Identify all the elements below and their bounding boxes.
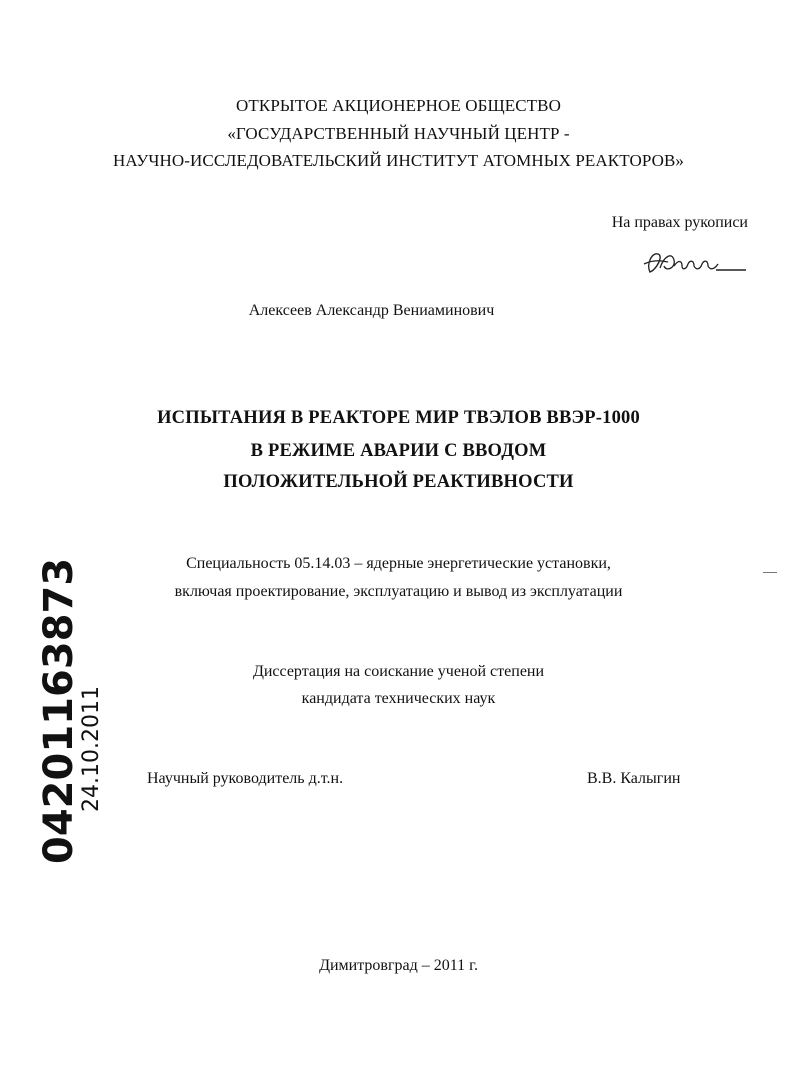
stamp-date: 24.10.2011 (79, 686, 104, 812)
organization-line-2: «ГОСУДАРСТВЕННЫЙ НАУЧНЫЙ ЦЕНТР - (227, 124, 570, 143)
manuscript-rights-note: На правах рукописи (611, 214, 748, 231)
stamp-registration-number: 04201163873 (36, 557, 82, 864)
handwritten-signature-icon (638, 246, 750, 280)
city-year-footer: Димитровград – 2011 г. (319, 957, 478, 974)
scan-mark (763, 572, 777, 573)
title-line-2: В РЕЖИМЕ АВАРИИ С ВВОДОМ (250, 441, 547, 461)
supervisor-name: В.В. Калыгин (587, 770, 681, 787)
supervisor-label: Научный руководитель д.т.н. (147, 770, 344, 787)
title-line-3: ПОЛОЖИТЕЛЬНОЙ РЕАКТИВНОСТИ (223, 472, 574, 492)
specialty-line-1: Специальность 05.14.03 – ядерные энергетические установки, (186, 555, 611, 572)
specialty-line-2: включая проектирование, эксплуатацию и вывод из эксплуатации (174, 583, 623, 600)
library-stamp (25, 557, 104, 865)
dissertation-line-2: кандидата технических наук (301, 690, 496, 707)
organization-line-1: ОТКРЫТОЕ АКЦИОНЕРНОЕ ОБЩЕСТВО (236, 96, 561, 115)
organization-line-3: НАУЧНО-ИССЛЕДОВАТЕЛЬСКИЙ ИНСТИТУТ АТОМНЫХ РЕАКТОРОВ» (112, 151, 685, 170)
title-line-1: ИСПЫТАНИЯ В РЕАКТОРЕ МИР ТВЭЛОВ ВВЭР-1000 (157, 408, 640, 428)
dissertation-line-1: Диссертация на соискание ученой степени (252, 663, 545, 680)
author-name: Алексеев Александр Вениаминович (248, 302, 495, 319)
